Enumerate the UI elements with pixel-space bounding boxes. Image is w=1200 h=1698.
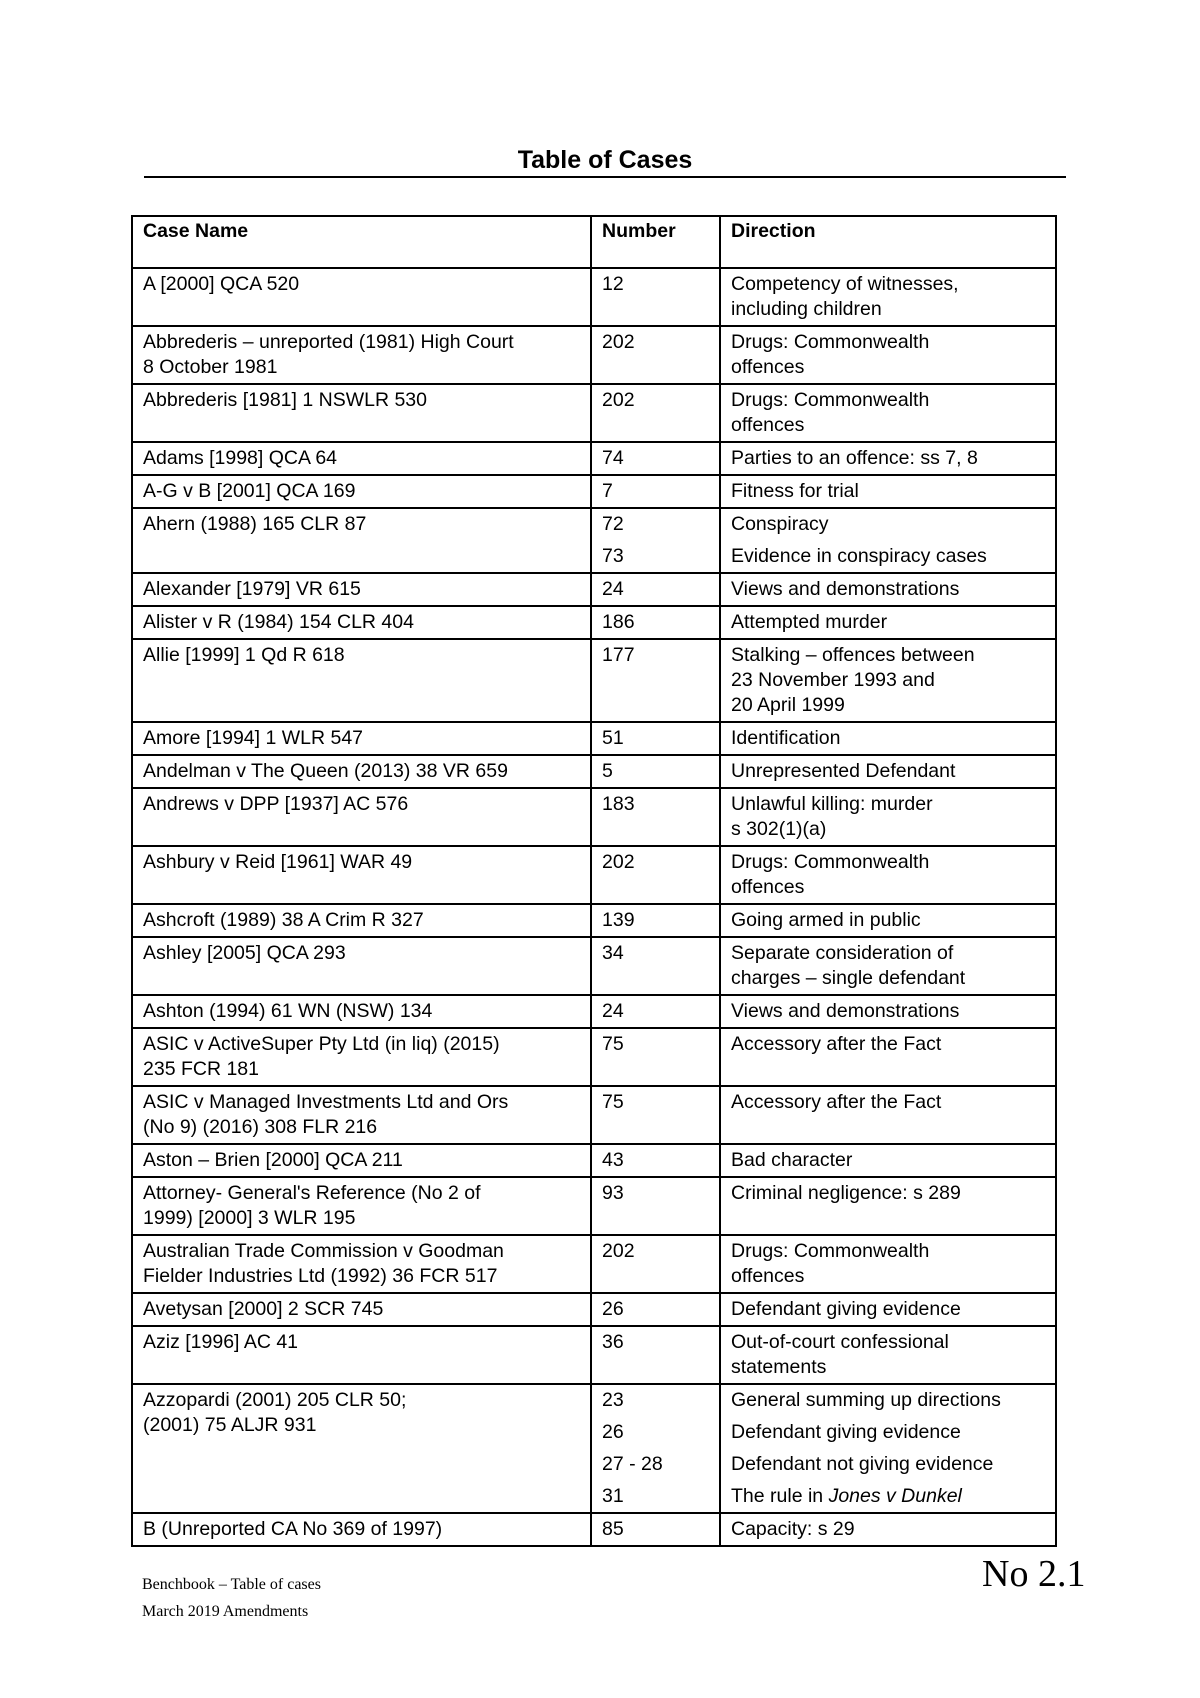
case-name-text: Adams [1998] QCA 64: [143, 447, 338, 469]
spacer: [731, 1445, 1045, 1452]
number-text: 23: [602, 1389, 624, 1411]
case-name-text: Allie [1999] 1 Qd R 618: [143, 644, 345, 666]
case-name-cell: [132, 937, 591, 995]
direction-cell: [720, 1384, 1056, 1513]
case-name-text: (2001) 75 ALJR 931: [143, 1414, 317, 1436]
table-row: [132, 384, 1056, 442]
direction-cell: [720, 846, 1056, 904]
case-name-text: Ashcroft (1989) 38 A Crim R 327: [143, 909, 424, 931]
direction-text: Conspiracy: [731, 513, 829, 535]
number-text: 73: [602, 545, 624, 567]
direction-text: offences: [731, 876, 805, 898]
direction-text: Drugs: Commonwealth: [731, 1240, 930, 1262]
case-name-text: Alexander [1979] VR 615: [143, 578, 361, 600]
table-row: [132, 508, 1056, 573]
direction-text: Bad character: [731, 1149, 853, 1171]
table-row: [132, 904, 1056, 937]
number-text: 24: [602, 578, 624, 600]
number-text: 26: [602, 1298, 624, 1320]
table-row: [132, 722, 1056, 755]
number-cell: [591, 268, 720, 326]
direction-text: Drugs: Commonwealth: [731, 331, 930, 353]
direction-text: charges – single defendant: [731, 967, 966, 989]
direction-text: Stalking – offences between: [731, 644, 975, 666]
number-cell: [591, 1326, 720, 1384]
table-row: [132, 1513, 1056, 1546]
number-cell: [591, 1235, 720, 1293]
number-text: 183: [602, 793, 635, 815]
direction-text: Attempted murder: [731, 611, 888, 633]
direction-italic-text: Jones v Dunkel: [828, 1485, 962, 1507]
direction-cell: [720, 1177, 1056, 1235]
case-name-cell: [132, 442, 591, 475]
number-cell: [591, 326, 720, 384]
case-name-text: Avetysan [2000] 2 SCR 745: [143, 1298, 384, 1320]
spacer: [602, 537, 709, 544]
direction-cell: [720, 937, 1056, 995]
case-name-text: Ashbury v Reid [1961] WAR 49: [143, 851, 413, 873]
case-name-cell: [132, 904, 591, 937]
number-cell: [591, 606, 720, 639]
table-row: [132, 1144, 1056, 1177]
direction-text: Drugs: Commonwealth: [731, 851, 930, 873]
case-name-text: Ahern (1988) 165 CLR 87: [143, 513, 367, 535]
case-name-cell: [132, 268, 591, 326]
number-text: 85: [602, 1518, 624, 1540]
direction-cell: [720, 326, 1056, 384]
table-row: [132, 442, 1056, 475]
number-text: 75: [602, 1033, 624, 1055]
direction-text: s 302(1)(a): [731, 818, 827, 840]
table-row: [132, 1177, 1056, 1235]
direction-text: Drugs: Commonwealth: [731, 389, 930, 411]
direction-cell: [720, 1086, 1056, 1144]
direction-text: Defendant not giving evidence: [731, 1453, 994, 1475]
direction-text: 23 November 1993 and: [731, 669, 935, 691]
number-text: 93: [602, 1182, 624, 1204]
direction-text: 20 April 1999: [731, 694, 845, 716]
case-name-cell: [132, 755, 591, 788]
number-text: 24: [602, 1000, 624, 1022]
table-row: [132, 1293, 1056, 1326]
case-name-cell: [132, 1326, 591, 1384]
number-text: 72: [602, 513, 624, 535]
direction-cell: [720, 1235, 1056, 1293]
direction-text: including children: [731, 298, 882, 320]
case-name-cell: [132, 1293, 591, 1326]
number-cell: [591, 1144, 720, 1177]
number-cell: [591, 1086, 720, 1144]
spacer: [731, 1413, 1045, 1420]
number-text: 177: [602, 644, 635, 666]
number-cell: [591, 573, 720, 606]
case-name-text: (No 9) (2016) 308 FLR 216: [143, 1116, 378, 1138]
title-rule: [144, 176, 1066, 178]
case-name-text: ASIC v Managed Investments Ltd and Ors: [143, 1091, 509, 1113]
direction-cell: [720, 722, 1056, 755]
number-cell: [591, 846, 720, 904]
header-row: [132, 216, 1056, 268]
direction-cell: [720, 788, 1056, 846]
case-name-text: Ashley [2005] QCA 293: [143, 942, 346, 964]
number-text: 202: [602, 331, 635, 353]
case-name-cell: [132, 1086, 591, 1144]
page-title: Table of Cases: [517, 146, 693, 174]
direction-cell: [720, 639, 1056, 722]
case-name-cell: [132, 475, 591, 508]
footer-title: Benchbook – Table of cases: [142, 1576, 321, 1593]
number-text: 26: [602, 1421, 624, 1443]
case-name-cell: [132, 1177, 591, 1235]
number-cell: [591, 442, 720, 475]
spacer: [602, 1477, 709, 1484]
direction-text: Identification: [731, 727, 841, 749]
direction-cell: [720, 1293, 1056, 1326]
page-number: No 2.1: [982, 1553, 1086, 1595]
direction-cell: [720, 606, 1056, 639]
number-text: 34: [602, 942, 624, 964]
case-name-cell: [132, 1235, 591, 1293]
table-row: [132, 326, 1056, 384]
number-cell: [591, 475, 720, 508]
table-row: [132, 755, 1056, 788]
case-name-text: Andelman v The Queen (2013) 38 VR 659: [143, 760, 508, 782]
case-name-cell: [132, 846, 591, 904]
number-cell: [591, 937, 720, 995]
table-body: [132, 268, 1056, 1546]
cases-table: [131, 215, 1057, 1547]
spacer: [602, 1445, 709, 1452]
direction-cell: [720, 508, 1056, 573]
case-name-text: A-G v B [2001] QCA 169: [143, 480, 356, 502]
case-name-text: Amore [1994] 1 WLR 547: [143, 727, 364, 749]
case-name-text: 8 October 1981: [143, 356, 278, 378]
case-name-text: Azzopardi (2001) 205 CLR 50;: [143, 1389, 407, 1411]
direction-text: Defendant giving evidence: [731, 1298, 961, 1320]
number-cell: [591, 1028, 720, 1086]
table-row: [132, 475, 1056, 508]
number-cell: [591, 1384, 720, 1513]
case-name-cell: [132, 384, 591, 442]
spacer: [731, 537, 1045, 544]
number-cell: [591, 384, 720, 442]
number-text: 12: [602, 273, 624, 295]
case-name-text: Alister v R (1984) 154 CLR 404: [143, 611, 414, 633]
number-text: 202: [602, 851, 635, 873]
table-row: [132, 846, 1056, 904]
table-row: [132, 1235, 1056, 1293]
direction-cell: [720, 475, 1056, 508]
number-cell: [591, 755, 720, 788]
spacer: [731, 1477, 1045, 1484]
case-name-cell: [132, 1144, 591, 1177]
direction-text: Capacity: s 29: [731, 1518, 855, 1540]
number-text: 186: [602, 611, 635, 633]
footer-date: March 2019 Amendments: [142, 1603, 309, 1620]
direction-text: Accessory after the Fact: [731, 1033, 942, 1055]
direction-text: Unrepresented Defendant: [731, 760, 956, 782]
number-text: 75: [602, 1091, 624, 1113]
case-name-cell: [132, 639, 591, 722]
direction-cell: [720, 1028, 1056, 1086]
number-cell: [591, 995, 720, 1028]
column-header-case-name: Case Name: [132, 216, 591, 268]
case-name-text: A [2000] QCA 520: [143, 273, 300, 295]
direction-cell: [720, 384, 1056, 442]
direction-cell: [720, 904, 1056, 937]
case-name-cell: [132, 1513, 591, 1546]
case-name-cell: [132, 1384, 591, 1513]
number-text: 202: [602, 389, 635, 411]
number-text: 5: [602, 760, 613, 782]
case-name-text: ASIC v ActiveSuper Pty Ltd (in liq) (2015): [143, 1033, 500, 1055]
direction-text: Defendant giving evidence: [731, 1421, 961, 1443]
direction-text-part: The rule in: [731, 1485, 829, 1507]
case-name-text: 1999) [2000] 3 WLR 195: [143, 1207, 356, 1229]
case-name-cell: [132, 606, 591, 639]
case-name-cell: [132, 1028, 591, 1086]
case-name-text: Abbrederis [1981] 1 NSWLR 530: [143, 389, 427, 411]
case-name-cell: [132, 722, 591, 755]
direction-text: [731, 1484, 1045, 1509]
case-name-text: B (Unreported CA No 369 of 1997): [143, 1518, 443, 1540]
number-text: 7: [602, 480, 613, 502]
case-name-text: 235 FCR 181: [143, 1058, 259, 1080]
direction-text: Criminal negligence: s 289: [731, 1182, 961, 1204]
number-cell: [591, 1177, 720, 1235]
table-row: [132, 1326, 1056, 1384]
table-row: [132, 788, 1056, 846]
direction-cell: [720, 1144, 1056, 1177]
direction-cell: [720, 755, 1056, 788]
column-header-number: Number: [591, 216, 720, 268]
case-name-cell: [132, 508, 591, 573]
case-name-cell: [132, 788, 591, 846]
case-name-text: Aston – Brien [2000] QCA 211: [143, 1149, 403, 1171]
table-row: [132, 1086, 1056, 1144]
direction-text: Out-of-court confessional: [731, 1331, 949, 1353]
case-name-cell: [132, 326, 591, 384]
direction-text: Going armed in public: [731, 909, 921, 931]
number-cell: [591, 722, 720, 755]
number-text: 139: [602, 909, 635, 931]
table-row: [132, 268, 1056, 326]
table-row: [132, 995, 1056, 1028]
number-text: 43: [602, 1149, 624, 1171]
direction-cell: [720, 995, 1056, 1028]
column-header-direction: Direction: [720, 216, 1056, 268]
number-cell: [591, 639, 720, 722]
number-cell: [591, 788, 720, 846]
table-row: [132, 937, 1056, 995]
case-name-text: Fielder Industries Ltd (1992) 36 FCR 517: [143, 1265, 498, 1287]
number-text: 202: [602, 1240, 635, 1262]
number-cell: [591, 1293, 720, 1326]
direction-text: General summing up directions: [731, 1389, 1001, 1411]
table-row: [132, 1028, 1056, 1086]
direction-text: Parties to an offence: ss 7, 8: [731, 447, 978, 469]
number-text: 51: [602, 727, 624, 749]
case-name-cell: [132, 573, 591, 606]
direction-text: Evidence in conspiracy cases: [731, 545, 987, 567]
direction-text: Separate consideration of: [731, 942, 954, 964]
case-name-text: Andrews v DPP [1937] AC 576: [143, 793, 409, 815]
table-row: [132, 1384, 1056, 1513]
direction-cell: [720, 573, 1056, 606]
direction-text: Views and demonstrations: [731, 1000, 960, 1022]
direction-cell: [720, 1326, 1056, 1384]
number-cell: [591, 1513, 720, 1546]
case-name-text: Abbrederis – unreported (1981) High Court: [143, 331, 514, 353]
number-text: 74: [602, 447, 624, 469]
direction-text: Views and demonstrations: [731, 578, 960, 600]
direction-cell: [720, 268, 1056, 326]
direction-text: Accessory after the Fact: [731, 1091, 942, 1113]
case-name-cell: [132, 995, 591, 1028]
direction-text: offences: [731, 1265, 805, 1287]
direction-cell: [720, 442, 1056, 475]
direction-text: Unlawful killing: murder: [731, 793, 933, 815]
spacer: [602, 1413, 709, 1420]
case-name-text: Australian Trade Commission v Goodman: [143, 1240, 504, 1262]
direction-text: offences: [731, 356, 805, 378]
number-text: 36: [602, 1331, 624, 1353]
table-row: [132, 639, 1056, 722]
direction-text: Fitness for trial: [731, 480, 859, 502]
number-cell: [591, 904, 720, 937]
direction-text: Competency of witnesses,: [731, 273, 959, 295]
case-name-text: Aziz [1996] AC 41: [143, 1331, 299, 1353]
number-cell: [591, 508, 720, 573]
table-row: [132, 573, 1056, 606]
direction-text: statements: [731, 1356, 827, 1378]
direction-text: offences: [731, 414, 805, 436]
direction-cell: [720, 1513, 1056, 1546]
number-text: 31: [602, 1485, 624, 1507]
case-name-text: Attorney- General's Reference (No 2 of: [143, 1182, 481, 1204]
number-text: 27 - 28: [602, 1453, 663, 1475]
footer: [142, 1571, 321, 1625]
case-name-text: Ashton (1994) 61 WN (NSW) 134: [143, 1000, 433, 1022]
table-row: [132, 606, 1056, 639]
